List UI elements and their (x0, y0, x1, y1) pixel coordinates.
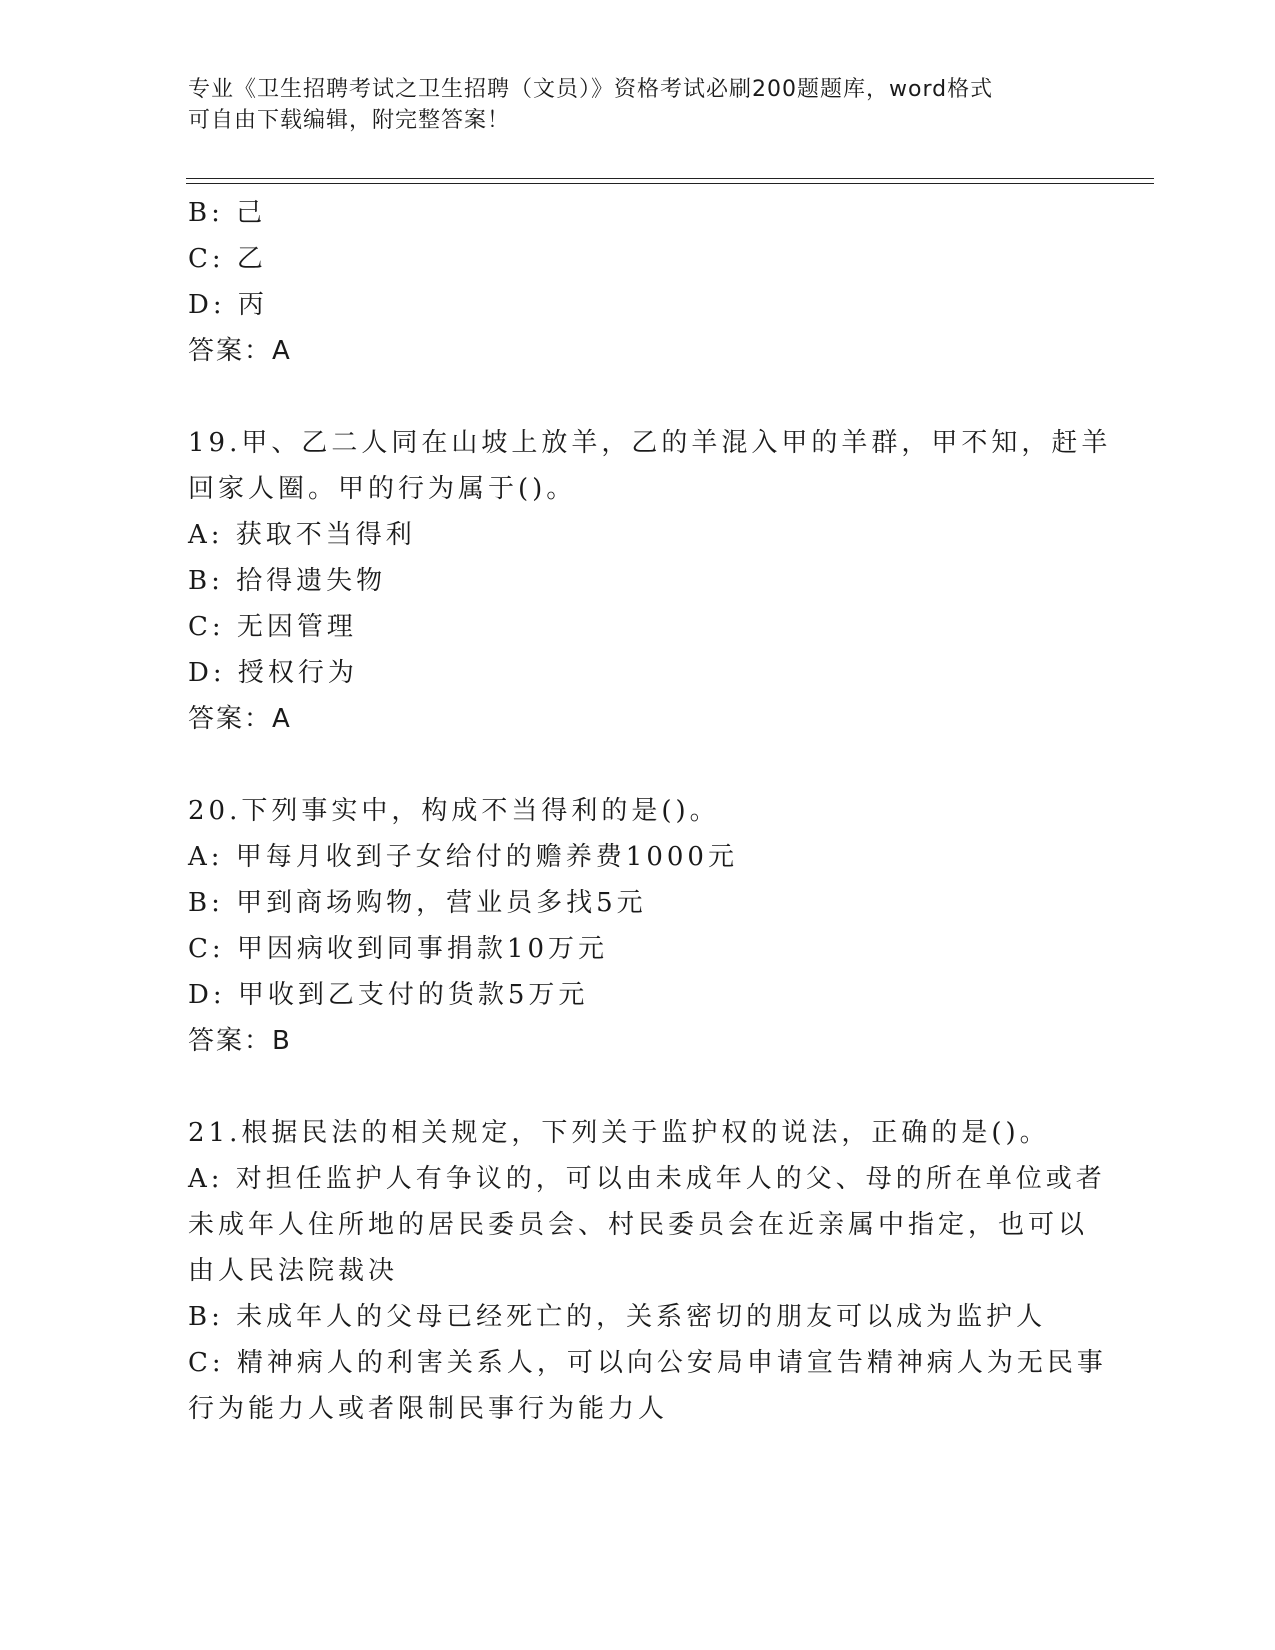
spacer (188, 742, 1088, 788)
option-c: C: 无因管理 (188, 612, 357, 642)
option-d: D: 授权行为 (188, 658, 358, 688)
header-title-line: 专业《卫生招聘考试之卫生招聘（文员）》资格考试必刷200题题库，word格式 (188, 77, 994, 102)
option-a: A: 对担任监护人有争议的，可以由未成年人的父、母的所在单位或者 (188, 1164, 1106, 1194)
question-18-continued (188, 190, 1088, 374)
option-a-continued: 未成年人住所地的居民委员会、村民委员会在近亲属中指定，也可以 (188, 1210, 1089, 1240)
question-20 (188, 788, 1088, 1064)
answer-line: 答案：B (188, 1026, 292, 1056)
question-stem-continued: 回家人圈。甲的行为属于()。 (188, 474, 577, 504)
option-b: B: 己 (188, 198, 267, 228)
answer-line: 答案：A (188, 336, 292, 366)
option-c: C: 乙 (188, 244, 267, 274)
option-d: D: 甲收到乙支付的货款5万元 (188, 980, 589, 1010)
question-stem: 21.根据民法的相关规定，下列关于监护权的说法，正确的是()。 (188, 1118, 1050, 1148)
option-a-continued: 由人民法院裁决 (188, 1256, 399, 1286)
question-21 (188, 1110, 1107, 1432)
question-stem: 19.甲、乙二人同在山坡上放羊，乙的羊混入甲的羊群，甲不知，赶羊 (188, 428, 1112, 458)
question-stem: 20.下列事实中，构成不当得利的是()。 (188, 796, 720, 826)
spacer (188, 374, 1088, 420)
header-divider-top (186, 178, 1154, 179)
answer-line: 答案：A (188, 704, 292, 734)
option-a: A: 甲每月收到子女给付的赡养费1000元 (188, 842, 738, 872)
question-19 (188, 420, 1112, 742)
page-header (188, 74, 1068, 136)
header-divider-bottom (186, 183, 1154, 184)
option-d: D: 丙 (188, 290, 268, 320)
question-list (188, 190, 1112, 1432)
option-c: C: 甲因病收到同事捐款10万元 (188, 934, 609, 964)
header-subtitle-line: 可自由下载编辑，附完整答案！ (188, 108, 511, 133)
option-b: B: 未成年人的父母已经死亡的，关系密切的朋友可以成为监护人 (188, 1302, 1047, 1332)
option-a: A: 获取不当得利 (188, 520, 416, 550)
option-c: C: 精神病人的利害关系人，可以向公安局申请宣告精神病人为无民事 (188, 1348, 1107, 1378)
option-b: B: 拾得遗失物 (188, 566, 387, 596)
spacer (188, 1064, 1088, 1110)
option-b: B: 甲到商场购物，营业员多找5元 (188, 888, 647, 918)
option-c-continued: 行为能力人或者限制民事行为能力人 (188, 1394, 669, 1424)
